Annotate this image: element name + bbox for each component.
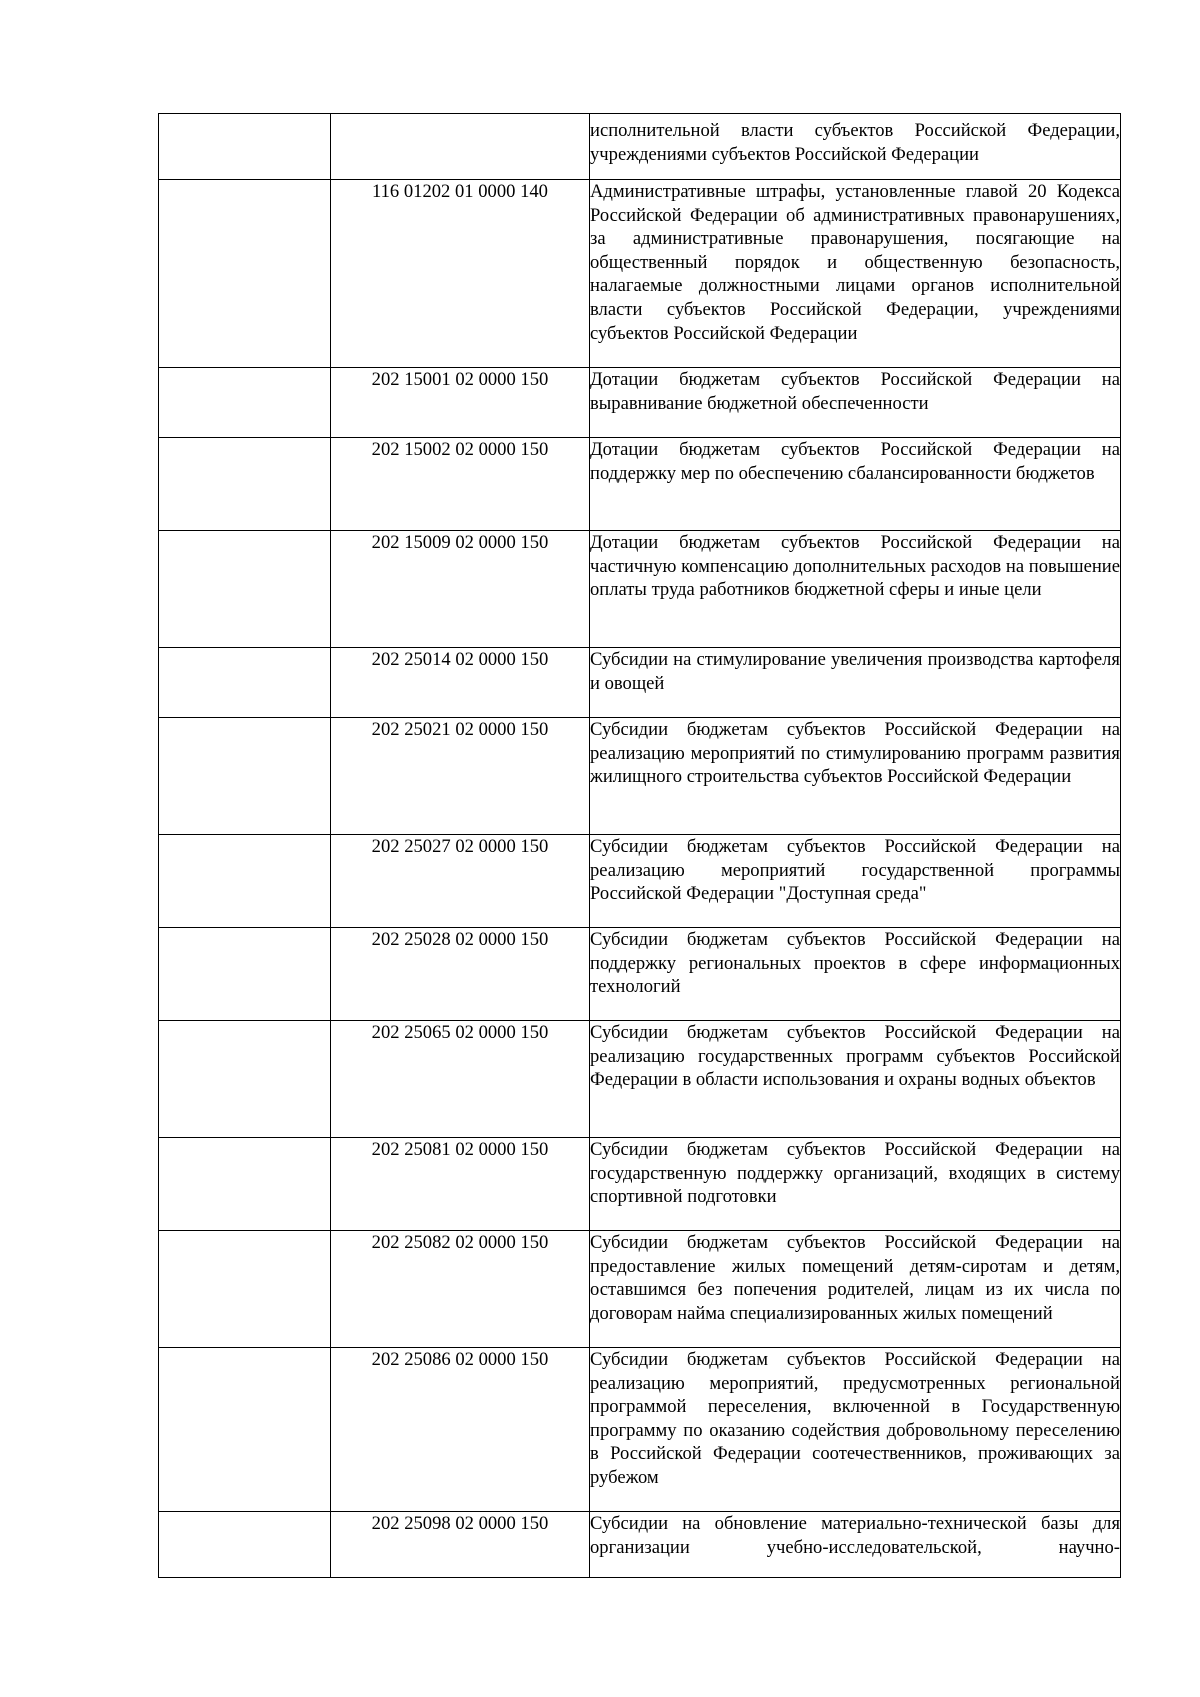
income-code-cell: 202 15001 02 0000 150: [331, 368, 590, 438]
table-body: [159, 114, 1121, 1578]
income-code-cell: 202 25065 02 0000 150: [331, 1021, 590, 1138]
description-cell: Субсидии бюджетам субъектов Российской Федерации на реализацию мероприятий государственной программы Российской Федерации "Доступная среда": [590, 835, 1121, 928]
income-code-cell: 202 25098 02 0000 150: [331, 1512, 590, 1578]
description-cell: Субсидии бюджетам субъектов Российской Федерации на государственную поддержку организаций, входящих в систему спортивной подготовки: [590, 1138, 1121, 1231]
admin-code-cell: [159, 718, 331, 835]
table-row: [159, 438, 1121, 531]
income-code-cell: 202 15009 02 0000 150: [331, 531, 590, 648]
income-code-cell: 202 25086 02 0000 150: [331, 1348, 590, 1512]
table-row: [159, 835, 1121, 928]
description-cell: Дотации бюджетам субъектов Российской Федерации на частичную компенсацию дополнительных расходов на повышение оплаты труда работников бюджетной сферы и иные цели: [590, 531, 1121, 648]
admin-code-cell: [159, 1348, 331, 1512]
table-row: [159, 531, 1121, 648]
income-code-cell: 116 01202 01 0000 140: [331, 180, 590, 368]
income-code-cell: 202 25081 02 0000 150: [331, 1138, 590, 1231]
income-code-cell: 202 25028 02 0000 150: [331, 928, 590, 1021]
description-cell: Субсидии бюджетам субъектов Российской Федерации на реализацию государственных программ субъектов Российской Федерации в области использования и охраны водных объектов: [590, 1021, 1121, 1138]
table-row: [159, 928, 1121, 1021]
admin-code-cell: [159, 1512, 331, 1578]
table-row: [159, 114, 1121, 180]
description-cell: Субсидии бюджетам субъектов Российской Федерации на поддержку региональных проектов в сфере информационных технологий: [590, 928, 1121, 1021]
admin-code-cell: [159, 438, 331, 531]
admin-code-cell: [159, 114, 331, 180]
income-code-cell: 202 25014 02 0000 150: [331, 648, 590, 718]
description-cell: Субсидии на обновление материально-технической базы для организации учебно-исследовательской, научно-: [590, 1512, 1121, 1578]
table-row: [159, 648, 1121, 718]
description-cell: Субсидии на стимулирование увеличения производства картофеля и овощей: [590, 648, 1121, 718]
table-row: [159, 1138, 1121, 1231]
admin-code-cell: [159, 368, 331, 438]
admin-code-cell: [159, 648, 331, 718]
description-cell: Дотации бюджетам субъектов Российской Федерации на выравнивание бюджетной обеспеченности: [590, 368, 1121, 438]
table-row: [159, 1512, 1121, 1578]
table-row: [159, 1021, 1121, 1138]
admin-code-cell: [159, 1021, 331, 1138]
admin-code-cell: [159, 1138, 331, 1231]
income-code-cell: 202 25027 02 0000 150: [331, 835, 590, 928]
table-row: [159, 1231, 1121, 1348]
table-row: [159, 718, 1121, 835]
budget-codes-table: [158, 113, 1121, 1578]
description-cell: Субсидии бюджетам субъектов Российской Федерации на реализацию мероприятий, предусмотренных региональной программой переселения, включенной в Государственную программу по оказанию содействия добровольному переселению в Российской Федерации соотечественников, проживающих за рубежом: [590, 1348, 1121, 1512]
description-cell: Субсидии бюджетам субъектов Российской Федерации на предоставление жилых помещений детям-сиротам и детям, оставшимся без попечения родителей, лицам из их числа по договорам найма специализированных жилых помещений: [590, 1231, 1121, 1348]
admin-code-cell: [159, 928, 331, 1021]
income-code-cell: 202 15002 02 0000 150: [331, 438, 590, 531]
income-code-cell: 202 25021 02 0000 150: [331, 718, 590, 835]
admin-code-cell: [159, 531, 331, 648]
table-row: [159, 180, 1121, 368]
admin-code-cell: [159, 835, 331, 928]
table-row: [159, 1348, 1121, 1512]
description-cell: Административные штрафы, установленные главой 20 Кодекса Российской Федерации об административных правонарушениях, за административные правонарушения, посягающие на общественный порядок и общественную безопасность, налагаемые должностными лицами органов исполнительной власти субъектов Российской Федерации, учреждениями субъектов Российской Федерации: [590, 180, 1121, 368]
income-code-cell: [331, 114, 590, 180]
income-code-cell: 202 25082 02 0000 150: [331, 1231, 590, 1348]
admin-code-cell: [159, 180, 331, 368]
admin-code-cell: [159, 1231, 331, 1348]
description-cell: Дотации бюджетам субъектов Российской Федерации на поддержку мер по обеспечению сбалансированности бюджетов: [590, 438, 1121, 531]
description-cell: Субсидии бюджетам субъектов Российской Федерации на реализацию мероприятий по стимулированию программ развития жилищного строительства субъектов Российской Федерации: [590, 718, 1121, 835]
description-cell: исполнительной власти субъектов Российской Федерации, учреждениями субъектов Российской Федерации: [590, 114, 1121, 180]
table-row: [159, 368, 1121, 438]
